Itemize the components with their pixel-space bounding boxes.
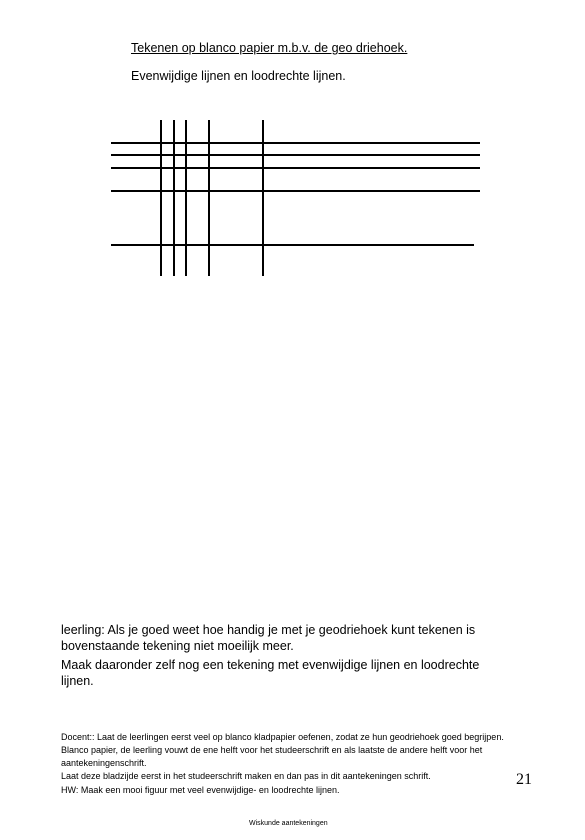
student-instructions: [61, 622, 501, 689]
teacher-paragraph: Docent:: Laat de leerlingen eerst veel op blanco kladpapier oefenen, zodat ze hun geodriehoek goed begrijpen. Blanco papier, de leerling vouwt de ene helft voor het studeerschrift en als laatste de andere helft voor het aantekeningenschrift.: [61, 732, 504, 768]
page-footer: Wiskunde aantekeningen: [249, 820, 328, 827]
teacher-instructions: [61, 731, 531, 783]
student-paragraph: leerling: Als je goed weet hoe handig je met je geodriehoek kunt tekenen is bovenstaande tekening niet moeilijk meer.: [61, 623, 476, 653]
homework-text: HW: Maak een mooi figuur met veel evenwijdige- en loodrechte lijnen.: [61, 785, 340, 795]
teacher-paragraph: Laat deze bladzijde eerst in het studeerschrift maken en dan pas in dit aantekeningen schrift.: [61, 771, 431, 781]
page-title: Tekenen op blanco papier m.b.v. de geo driehoek.: [131, 41, 408, 55]
page-subtitle: Evenwijdige lijnen en loodrechte lijnen.: [131, 69, 346, 83]
page-number: 21: [516, 771, 532, 788]
student-paragraph: Maak daaronder zelf nog een tekening met evenwijdige lijnen en loodrechte lijnen.: [61, 658, 480, 688]
